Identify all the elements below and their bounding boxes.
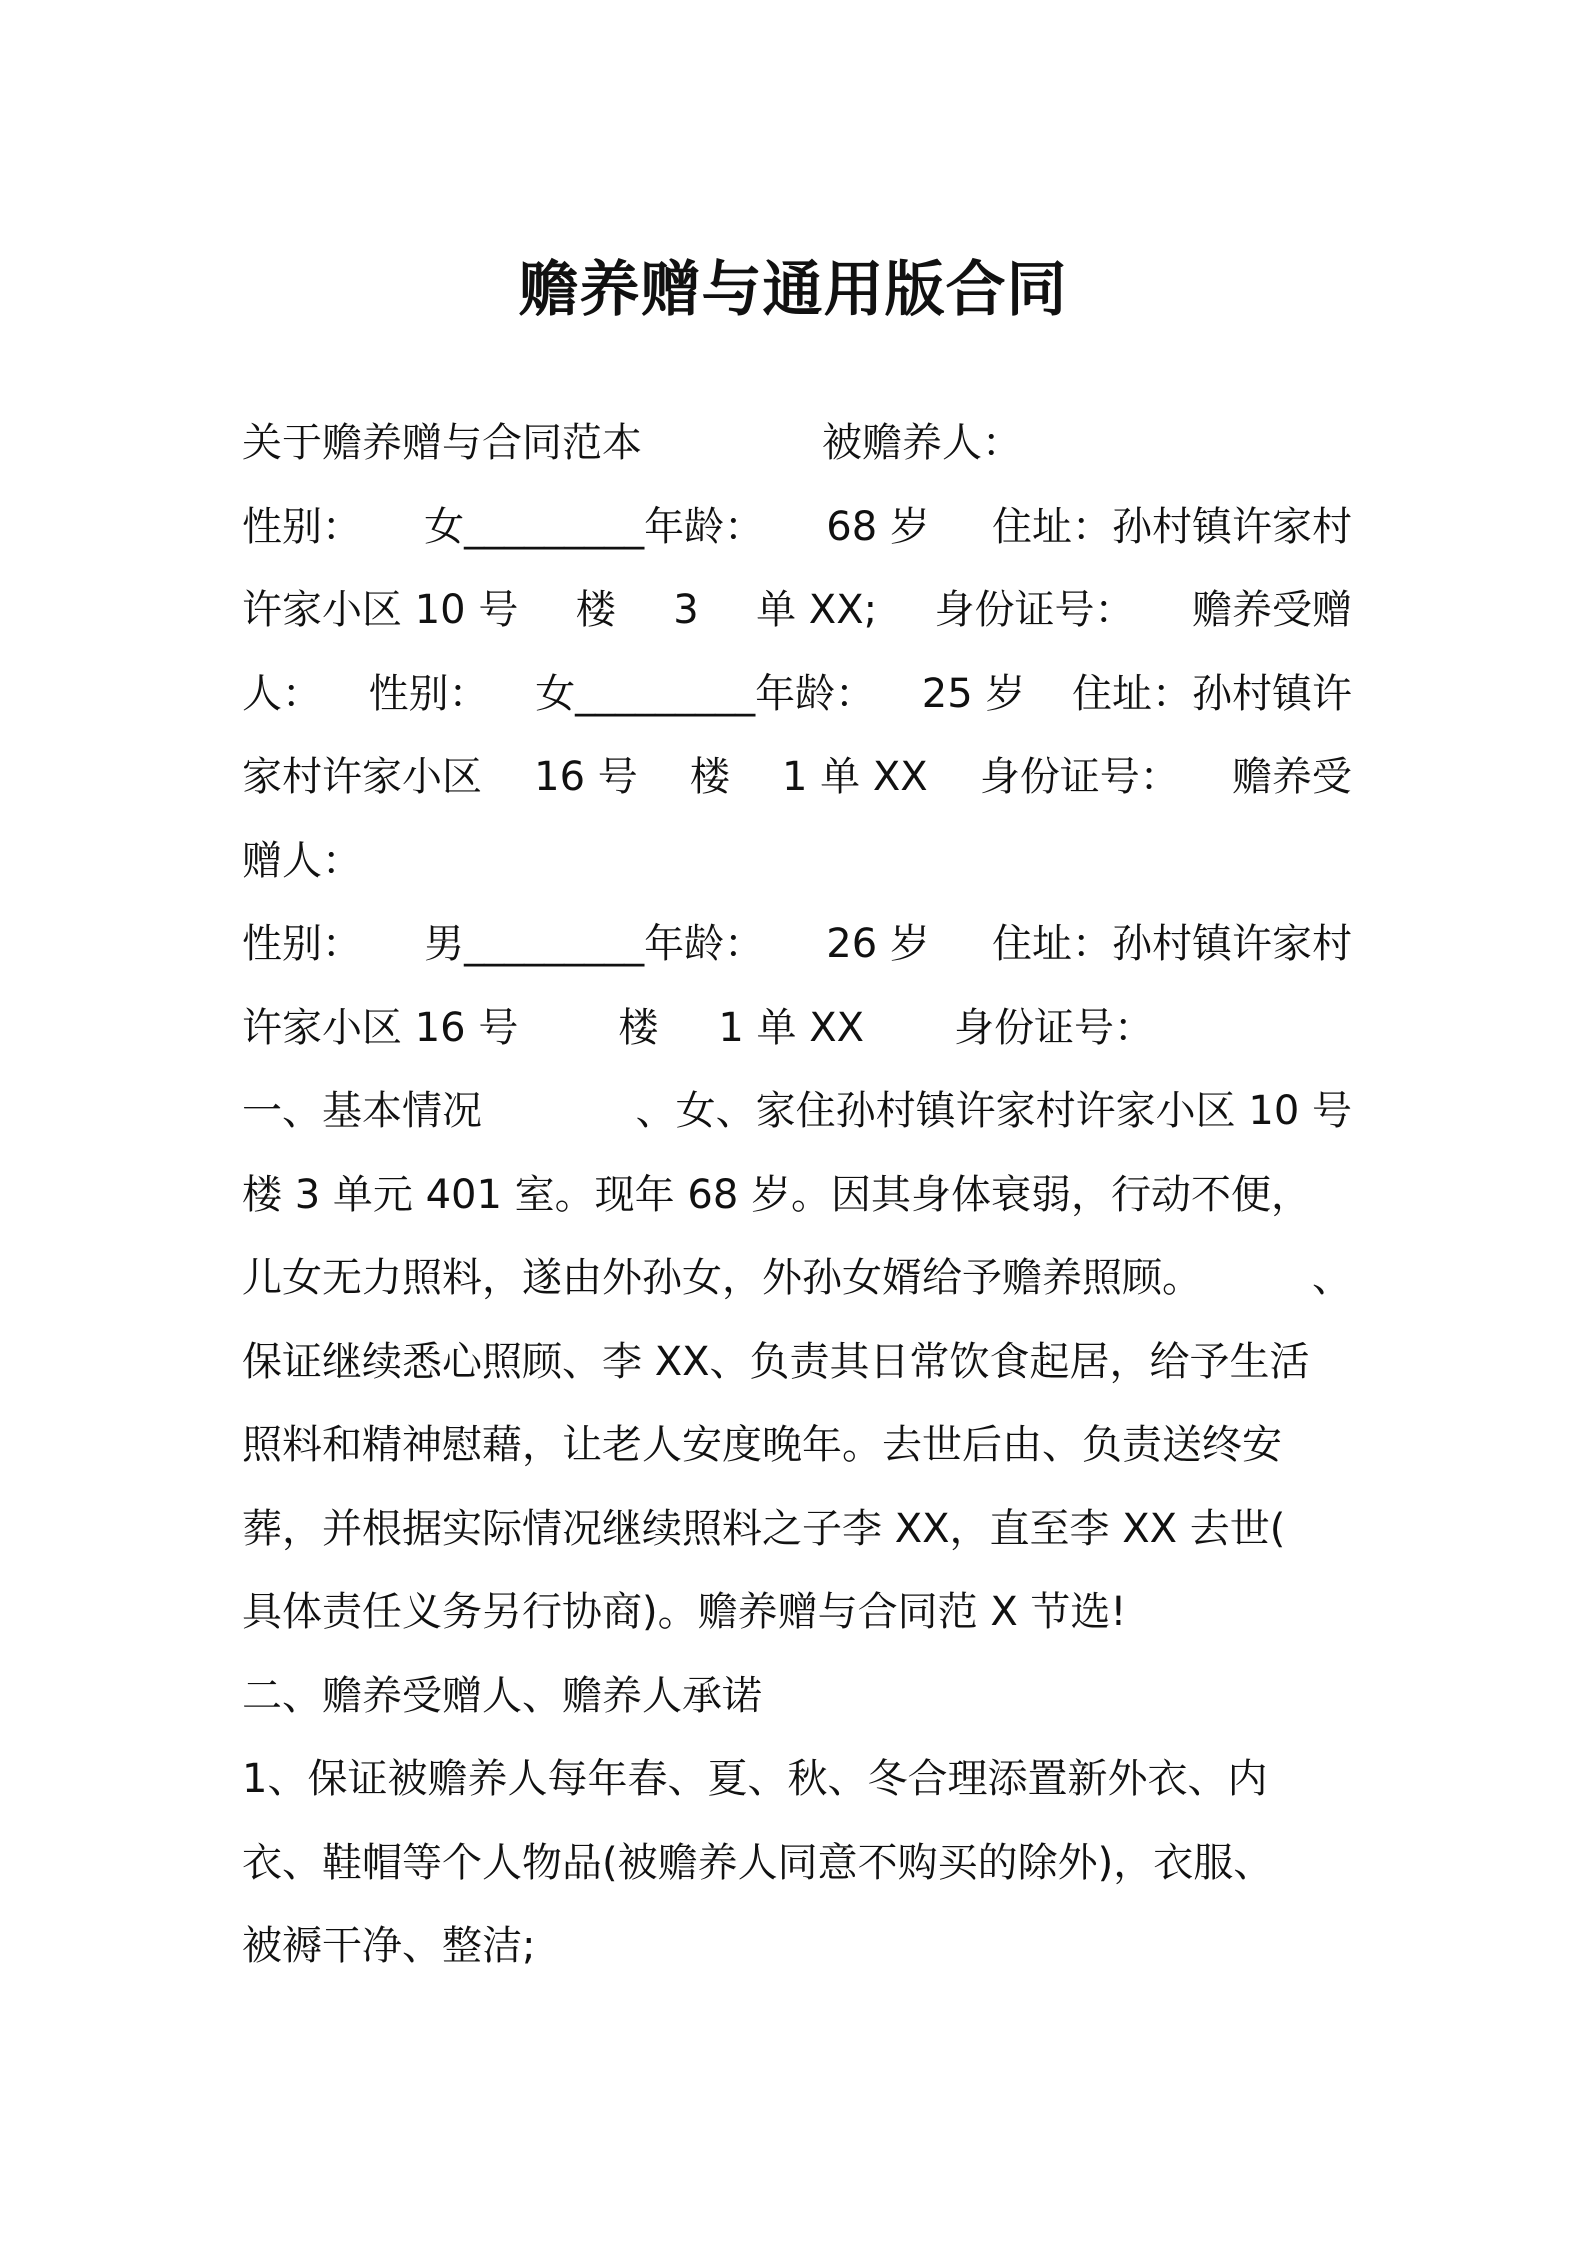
line-segment: 住址：孙村镇许家村 bbox=[992, 921, 1352, 967]
line-segment: 女_________年龄： bbox=[535, 670, 876, 717]
document-line bbox=[242, 1404, 1352, 1488]
line-segment: 68 岁 bbox=[826, 503, 930, 550]
document-body bbox=[242, 402, 1352, 1989]
document-line bbox=[242, 1655, 1352, 1739]
line-segment: 、 bbox=[1312, 1255, 1352, 1301]
line-segment: 1、保证被赡养人每年春、夏、秋、冬合理添置新外衣、内 bbox=[242, 1756, 1268, 1802]
line-segment: 被褥干净、整洁; bbox=[242, 1923, 536, 1969]
line-segment: 楼 bbox=[618, 1004, 659, 1051]
line-segment: 许家小区 16 号 bbox=[242, 1004, 519, 1051]
line-segment: 一、基本情况 bbox=[242, 1088, 482, 1134]
line-segment: 保证继续悉心照顾、李 XX、负责其日常饮食起居，给予生活 bbox=[242, 1338, 1310, 1385]
document-line bbox=[242, 987, 1352, 1071]
line-segment: 楼 bbox=[575, 587, 616, 633]
line-segment: 、女、家住孙村镇许家村许家小区 10 号 bbox=[635, 1088, 1352, 1134]
line-segment: 赡养受 bbox=[1231, 754, 1352, 800]
line-segment: 赠人： bbox=[242, 837, 362, 884]
line-segment: 许家小区 10 号 bbox=[242, 587, 519, 633]
line-segment: 单 XX; bbox=[756, 587, 878, 633]
document-line bbox=[242, 1571, 1352, 1655]
document-line bbox=[242, 736, 1352, 820]
line-segment: 1 单 XX bbox=[782, 754, 928, 800]
document-line bbox=[242, 569, 1352, 653]
document-line bbox=[242, 820, 1352, 904]
line-segment: 楼 bbox=[689, 754, 730, 800]
line-segment: 女_________年龄： bbox=[424, 503, 765, 550]
document-line bbox=[242, 1822, 1352, 1906]
line-segment: 住址：孙村镇许家村 bbox=[992, 503, 1352, 550]
line-segment: 身份证号： bbox=[979, 754, 1180, 800]
line-segment: 身份证号： bbox=[934, 587, 1135, 633]
line-segment: 16 号 bbox=[534, 754, 638, 800]
line-segment: 衣、鞋帽等个人物品(被赡养人同意不购买的除外)，衣服、 bbox=[242, 1839, 1274, 1886]
document-line bbox=[242, 653, 1352, 737]
document-line bbox=[242, 1321, 1352, 1405]
line-segment: 具体责任义务另行协商)。赡养赠与合同范 X 节选! bbox=[242, 1589, 1127, 1635]
line-segment: 性别： bbox=[242, 503, 362, 550]
line-segment: 关于赡养赠与合同范本 bbox=[242, 420, 642, 466]
line-segment: 家村许家小区 bbox=[242, 754, 482, 800]
line-segment: 二、赡养受赠人、赡养人承诺 bbox=[242, 1672, 762, 1719]
line-segment: 男_________年龄： bbox=[424, 921, 765, 967]
document-line bbox=[242, 486, 1352, 570]
document-line bbox=[242, 1738, 1352, 1822]
line-segment: 楼 3 单元 401 室。现年 68 岁。因其身体衰弱，行动不便， bbox=[242, 1171, 1311, 1218]
line-segment: 性别： bbox=[368, 670, 489, 717]
line-segment: 1 单 XX bbox=[718, 1004, 865, 1051]
line-segment: 25 岁 bbox=[921, 670, 1026, 717]
line-segment: 照料和精神慰藉，让老人安度晚年。去世后由、负责送终安 bbox=[242, 1422, 1282, 1468]
line-segment: 身份证号： bbox=[954, 1004, 1155, 1051]
line-segment: 性别： bbox=[242, 921, 362, 967]
line-segment: 住址：孙村镇许 bbox=[1072, 670, 1352, 717]
line-segment: 赡养受赠 bbox=[1191, 587, 1352, 633]
document-title: 赡养赠与通用版合同 bbox=[518, 255, 1068, 325]
document-line bbox=[242, 1237, 1352, 1321]
document-line bbox=[242, 1154, 1352, 1238]
line-segment: 26 岁 bbox=[826, 921, 930, 967]
document-line bbox=[242, 903, 1352, 987]
line-segment: 人： bbox=[242, 670, 322, 717]
line-segment: 3 bbox=[673, 587, 699, 633]
document-line bbox=[242, 1905, 1352, 1989]
document-line bbox=[242, 402, 1352, 486]
line-segment: 被赡养人： bbox=[822, 420, 1022, 466]
document-line bbox=[242, 1070, 1352, 1154]
line-segment: 葬，并根据实际情况继续照料之子李 XX，直至李 XX 去世( bbox=[242, 1505, 1286, 1552]
document-line bbox=[242, 1488, 1352, 1572]
line-segment: 儿女无力照料，遂由外孙女，外孙女婿给予赡养照顾。 bbox=[242, 1255, 1202, 1301]
